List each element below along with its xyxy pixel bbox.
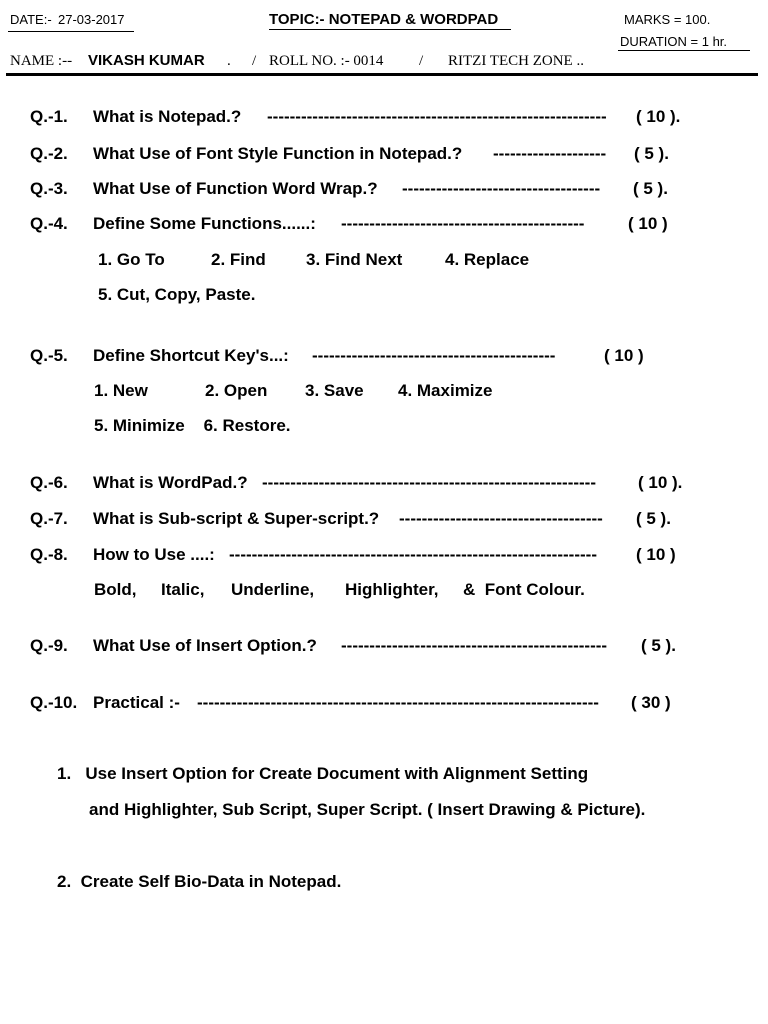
separator: / xyxy=(252,53,257,69)
duration-underline xyxy=(618,50,750,51)
question-marks: ( 10 ). xyxy=(638,473,683,492)
question-marks: ( 10 ) xyxy=(628,214,668,233)
question-number: Q.-7. xyxy=(30,509,68,528)
sub-item: 3. Find Next xyxy=(306,250,403,269)
date-label: DATE:- xyxy=(10,12,52,27)
question-marks: ( 10 ). xyxy=(636,107,681,126)
marks-total: MARKS = 100. xyxy=(624,12,711,27)
question-dashes: ----------------------------------------------------------------------- xyxy=(197,693,599,712)
question-dashes: -------------------- xyxy=(493,144,607,163)
sub-item: 4. Replace xyxy=(445,250,530,269)
name-label: NAME :-- xyxy=(10,53,73,69)
sub-item: 5. Minimize 6. Restore. xyxy=(94,416,291,435)
question-text: What is Sub-script & Super-script.? xyxy=(93,509,380,528)
question-number: Q.-9. xyxy=(30,636,68,655)
question-number: Q.-10. xyxy=(30,693,78,712)
sub-item: 5. Cut, Copy, Paste. xyxy=(98,285,256,304)
question-number: Q.-3. xyxy=(30,179,68,198)
question-number: Q.-1. xyxy=(30,107,68,126)
duration: DURATION = 1 hr. xyxy=(620,34,728,49)
question-text: What is WordPad.? xyxy=(93,473,248,492)
date-underline xyxy=(8,31,134,32)
question-marks: ( 10 ) xyxy=(604,346,644,365)
question-dashes: ----------------------------------------------- xyxy=(341,636,608,655)
sub-item: 2. Find xyxy=(211,250,266,269)
institute-name: RITZI TECH ZONE .. xyxy=(448,53,584,69)
sub-item: 2. Open xyxy=(205,381,268,400)
practical-item: 2. Create Self Bio-Data in Notepad. xyxy=(57,872,342,891)
header-divider xyxy=(6,73,758,76)
question-number: Q.-6. xyxy=(30,473,68,492)
question-dashes: ------------------------------------------- xyxy=(312,346,556,365)
page-title: TOPIC:- NOTEPAD & WORDPAD xyxy=(269,11,499,28)
question-marks: ( 5 ). xyxy=(633,179,668,198)
question-text: What Use of Insert Option.? xyxy=(93,636,317,655)
sub-item: Italic, xyxy=(161,580,205,599)
practical-item-continuation: and Highlighter, Sub Script, Super Script. ( Insert Drawing & Picture). xyxy=(89,800,646,819)
sub-item: Bold, xyxy=(94,580,137,599)
question-number: Q.-8. xyxy=(30,545,68,564)
sub-item: Underline, xyxy=(231,580,315,599)
question-number: Q.-4. xyxy=(30,214,68,233)
date-value: 27-03-2017 xyxy=(58,12,125,27)
question-text: What is Notepad.? xyxy=(93,107,242,126)
question-text: Define Shortcut Key's...: xyxy=(93,346,289,365)
question-text: Define Some Functions......: xyxy=(93,214,316,233)
question-marks: ( 10 ) xyxy=(636,545,676,564)
sub-item: 1. Go To xyxy=(98,250,165,269)
question-number: Q.-5. xyxy=(30,346,68,365)
question-dashes: ------------------------------------------------------------ xyxy=(267,107,607,126)
title-underline xyxy=(269,29,511,30)
question-text: What Use of Font Style Function in Notepad.? xyxy=(93,144,463,163)
sub-item: 4. Maximize xyxy=(398,381,493,400)
question-number: Q.-2. xyxy=(30,144,68,163)
roll-number: ROLL NO. :- 0014 xyxy=(269,53,384,69)
sub-item: 3. Save xyxy=(305,381,364,400)
question-marks: ( 5 ). xyxy=(634,144,669,163)
question-text: How to Use ....: xyxy=(93,545,215,564)
sub-item: Highlighter, xyxy=(345,580,439,599)
question-marks: ( 5 ). xyxy=(641,636,676,655)
question-marks: ( 30 ) xyxy=(631,693,671,712)
question-text: Practical :- xyxy=(93,693,180,712)
question-dashes: ----------------------------------------------------------- xyxy=(262,473,597,492)
question-text: What Use of Function Word Wrap.? xyxy=(93,179,378,198)
question-marks: ( 5 ). xyxy=(636,509,671,528)
question-dashes: ----------------------------------------------------------------- xyxy=(229,545,597,564)
practical-item: 1. Use Insert Option for Create Document with Alignment Setting xyxy=(57,764,589,783)
question-dashes: ------------------------------------ xyxy=(399,509,603,528)
sub-item: 1. New xyxy=(94,381,148,400)
student-name: VIKASH KUMAR xyxy=(88,52,205,69)
sub-item: & Font Colour. xyxy=(463,580,585,599)
question-dashes: ----------------------------------- xyxy=(402,179,601,198)
question-dashes: ------------------------------------------- xyxy=(341,214,585,233)
separator: / xyxy=(419,53,424,69)
name-dot: . xyxy=(227,53,231,69)
